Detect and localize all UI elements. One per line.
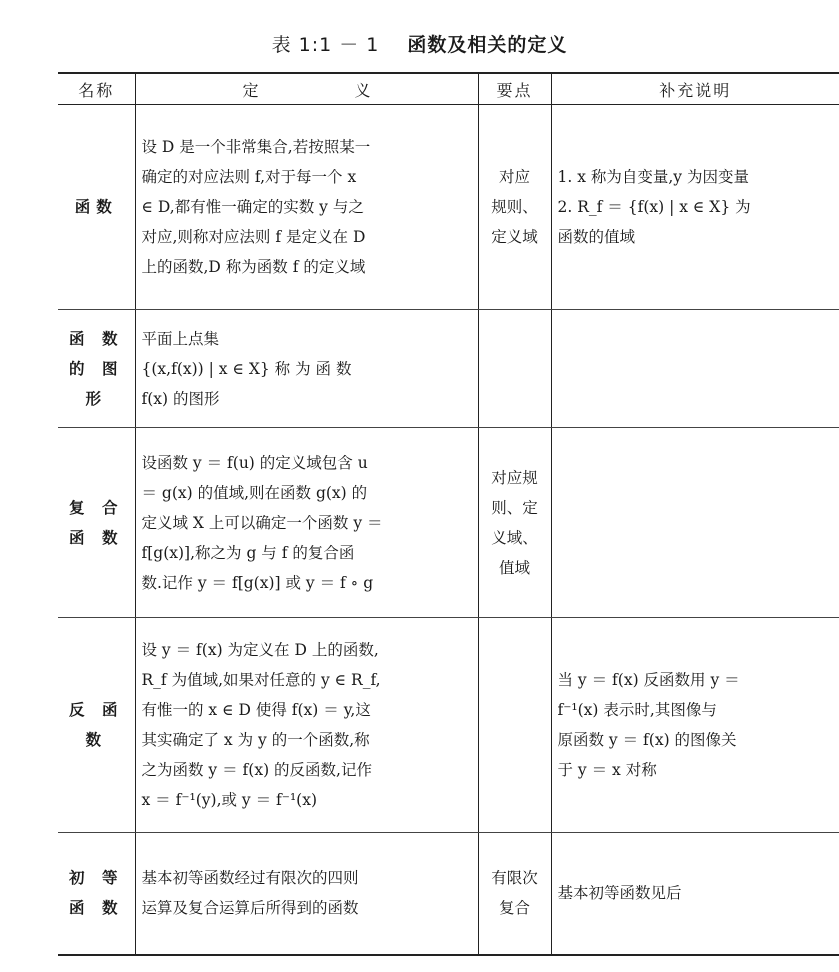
definitions-table xyxy=(58,72,839,956)
row-name-cell xyxy=(58,105,135,310)
definition-line: 数.记作 y ＝ f[g(x)] 或 y ＝ f ∘ g xyxy=(141,573,374,592)
row-name-cell xyxy=(58,833,135,955)
key-line: 定义域 xyxy=(491,228,538,246)
definition-line: ∈ D,都有惟一确定的实数 y 与之 xyxy=(141,198,364,216)
table-number: 表 1:1 － 1 xyxy=(271,34,380,56)
table-caption xyxy=(0,30,839,57)
row-name-line: 函数 xyxy=(74,198,118,216)
row-definition-cell xyxy=(135,833,478,955)
row-name-line: 的 图 xyxy=(69,359,124,378)
definition-line: x ＝ f⁻¹(y),或 y ＝ f⁻¹(x) xyxy=(141,791,318,809)
table-row xyxy=(58,618,839,833)
definition-line: 其实确定了 x 为 y 的一个函数,称 xyxy=(141,731,370,749)
note-line: f⁻¹(x) 表示时,其图像与 xyxy=(557,701,717,719)
row-name-line: 函 数 xyxy=(69,329,124,348)
note-line: 函数的值域 xyxy=(557,228,636,246)
definition-line: 上的函数,D 称为函数 f 的定义域 xyxy=(141,258,366,276)
row-key-cell xyxy=(478,310,551,428)
key-line: 值域 xyxy=(498,558,530,577)
definition-line: 设 y ＝ f(x) 为定义在 D 上的函数, xyxy=(141,641,379,659)
row-name-line: 复 合 xyxy=(69,498,124,517)
row-definition-cell xyxy=(135,428,478,618)
table-title: 函数及相关的定义 xyxy=(407,34,568,56)
definition-line: f[g(x)],称之为 g 与 f 的复合函 xyxy=(141,543,355,562)
definition-line: 之为函数 y ＝ f(x) 的反函数,记作 xyxy=(141,761,372,779)
row-name-line: 反 函 xyxy=(69,701,124,719)
definition-line: 平面上点集 xyxy=(141,329,220,348)
definition-line: f(x) 的图形 xyxy=(141,389,220,408)
note-line: 2. R_f ＝ {f(x) | x ∈ X} 为 xyxy=(557,198,751,216)
row-note-cell xyxy=(551,833,839,955)
row-note-cell xyxy=(551,428,839,618)
note-line: 于 y ＝ x 对称 xyxy=(557,761,657,779)
note-line: 原函数 y ＝ f(x) 的图像关 xyxy=(557,731,737,749)
note-line: 1. x 称为自变量,y 为因变量 xyxy=(557,168,749,186)
table-row xyxy=(58,428,839,618)
definition-line: 对应,则称对应法则 f 是定义在 D xyxy=(141,228,366,246)
definition-line: ＝ g(x) 的值域,则在函数 g(x) 的 xyxy=(141,483,368,502)
key-line: 有限次 xyxy=(491,869,538,888)
row-name-line: 函 数 xyxy=(69,899,124,918)
key-line: 则、定 xyxy=(491,498,538,517)
table-header-row xyxy=(58,73,839,105)
definition-line: 定义域 X 上可以确定一个函数 y ＝ xyxy=(141,513,383,532)
row-note-cell xyxy=(551,310,839,428)
row-note-cell xyxy=(551,105,839,310)
row-key-cell xyxy=(478,618,551,833)
row-name-line: 函 数 xyxy=(69,528,124,547)
row-name-cell xyxy=(58,428,135,618)
definition-line: 运算及复合运算后所得到的函数 xyxy=(141,899,359,918)
row-name-line: 初 等 xyxy=(69,869,124,888)
table-row xyxy=(58,105,839,310)
table-row xyxy=(58,310,839,428)
row-key-cell xyxy=(478,833,551,955)
row-name-line: 数 xyxy=(85,731,107,749)
definition-line: R_f 为值域,如果对任意的 y ∈ R_f, xyxy=(141,671,381,689)
definition-line: 基本初等函数经过有限次的四则 xyxy=(141,869,359,888)
row-definition-cell xyxy=(135,105,478,310)
header-notes: 补充说明 xyxy=(551,73,839,105)
row-name-cell xyxy=(58,618,135,833)
row-key-cell xyxy=(478,105,551,310)
row-name-line: 形 xyxy=(85,389,107,408)
row-name-cell xyxy=(58,310,135,428)
definition-line: 有惟一的 x ∈ D 使得 f(x) ＝ y,这 xyxy=(141,701,371,719)
row-note-cell xyxy=(551,618,839,833)
header-definition: 定 义 xyxy=(135,73,478,105)
key-line: 规则、 xyxy=(491,198,538,216)
row-key-cell xyxy=(478,428,551,618)
row-definition-cell xyxy=(135,618,478,833)
note-line: 基本初等函数见后 xyxy=(557,884,682,903)
row-definition-cell xyxy=(135,310,478,428)
key-line: 对应规 xyxy=(491,468,538,487)
definition-line: 设 D 是一个非常集合,若按照某一 xyxy=(141,138,371,156)
table-row xyxy=(58,833,839,955)
key-line: 对应 xyxy=(498,168,530,186)
definition-line: 确定的对应法则 f,对于每一个 x xyxy=(141,168,357,186)
key-line: 复合 xyxy=(498,899,530,918)
header-name: 名称 xyxy=(58,73,135,105)
definition-line: 设函数 y ＝ f(u) 的定义域包含 u xyxy=(141,453,368,472)
definition-line: {(x,f(x)) | x ∈ X} 称 为 函 数 xyxy=(141,359,352,378)
header-key-points: 要点 xyxy=(478,73,551,105)
key-line: 义域、 xyxy=(491,528,538,547)
note-line: 当 y ＝ f(x) 反函数用 y ＝ xyxy=(557,671,740,689)
